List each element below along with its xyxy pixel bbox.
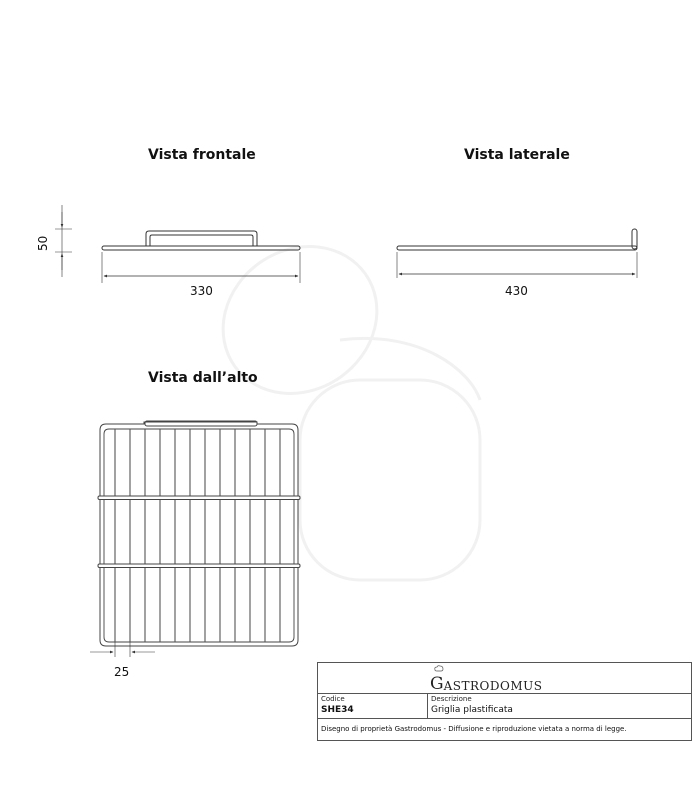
code-label: Codice — [321, 695, 345, 703]
copyright-notice: Disegno di proprietà Gastrodomus - Diffusione e riproduzione vietata a norma di legge. — [321, 725, 627, 733]
top-view-drawing — [90, 421, 300, 657]
front-view-drawing — [55, 205, 300, 283]
code-value: SHE34 — [321, 705, 354, 715]
logo-initial: G — [430, 674, 444, 694]
description-label: Descrizione — [431, 695, 472, 703]
title-block-footer-row — [318, 719, 691, 741]
side-length-dimension: 430 — [505, 284, 528, 298]
front-view-title: Vista frontale — [148, 147, 256, 163]
side-view-drawing — [397, 229, 637, 278]
front-width-dimension: 330 — [190, 284, 213, 298]
gastrodomus-logo — [430, 667, 542, 693]
description-cell — [428, 694, 691, 718]
logo-text: ASTRODOMUS — [443, 679, 543, 693]
title-block-logo-row — [318, 663, 691, 694]
code-cell — [318, 694, 428, 718]
title-block — [317, 662, 692, 741]
top-view-title: Vista dall’alto — [148, 370, 258, 386]
front-height-dimension: 50 — [36, 235, 50, 251]
side-view-title: Vista laterale — [464, 147, 570, 163]
description-value: Griglia plastificata — [431, 705, 513, 715]
title-block-info-row — [318, 694, 691, 719]
chef-hat-icon — [434, 665, 444, 673]
top-spacing-dimension: 25 — [114, 665, 130, 679]
